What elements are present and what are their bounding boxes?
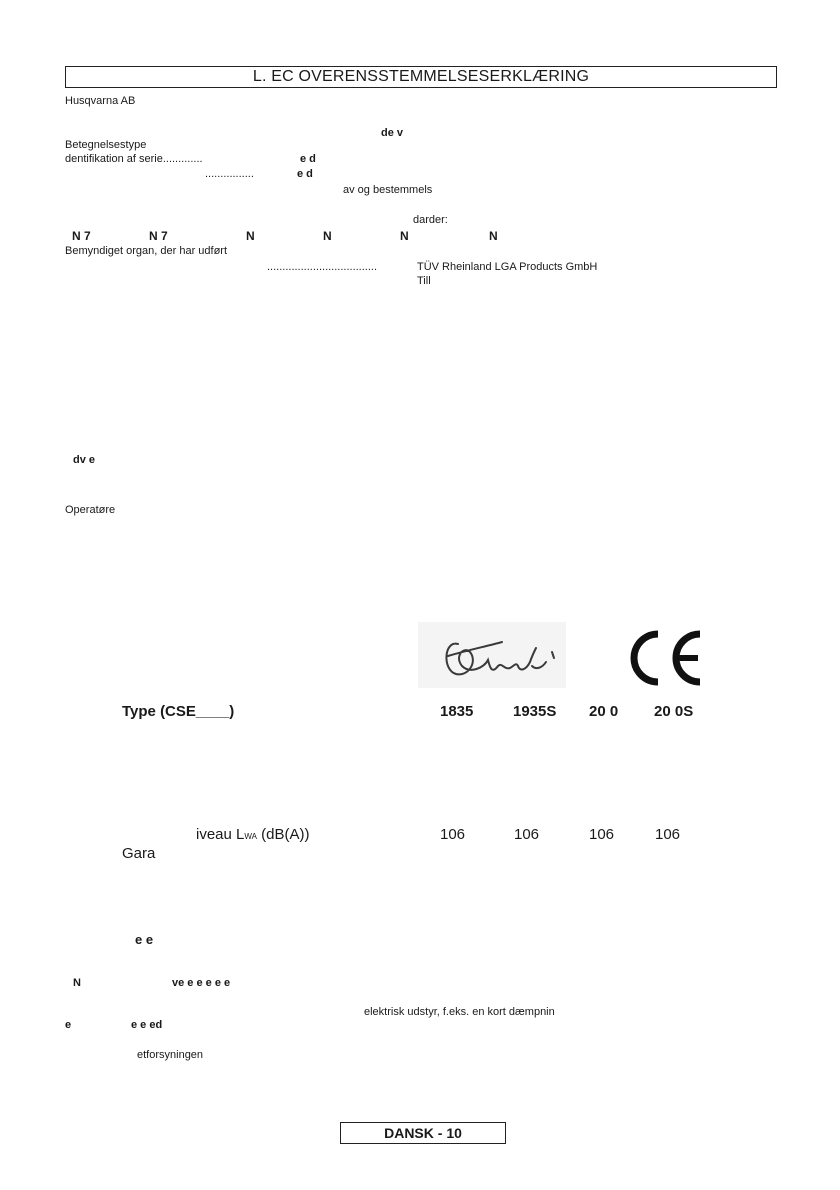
series-identification-label: dentifikation af serie.............	[65, 153, 203, 165]
text-fragment-ed-2: e d	[297, 168, 313, 180]
text-fragment-ed-1: e d	[300, 153, 316, 165]
sound-value-1: 106	[440, 826, 466, 843]
designation-type-label: Betegnelsestype	[65, 139, 147, 151]
text-fragment-eeed: e e ed	[131, 1019, 163, 1031]
text-fragment-e-e: e e	[135, 932, 154, 947]
text-fragment-dv-e: dv e	[73, 454, 96, 466]
model-20-0: 20 0	[589, 703, 619, 720]
text-fragment-e: e	[65, 1019, 72, 1031]
text-fragment-dev: de v	[381, 127, 404, 139]
dotted-leader: ................	[205, 168, 254, 180]
standard-item-2: N 7	[149, 229, 168, 243]
type-label: Type (CSE____)	[122, 703, 235, 720]
signature-image	[418, 622, 566, 688]
model-1935s: 1935S	[513, 703, 557, 720]
declaration-title: L. EC OVERENSSTEMMELSESERKLÆRING	[65, 66, 777, 88]
ce-mark-icon	[624, 628, 706, 688]
notified-body-line2: Till	[417, 275, 431, 287]
notified-body-label: Bemyndiget organ, der har udført	[65, 245, 228, 257]
page-footer: DANSK - 10	[340, 1122, 506, 1144]
guaranteed-label: Gara	[122, 845, 156, 862]
type-row	[0, 703, 840, 723]
electrical-equipment-text: elektrisk udstyr, f.eks. en kort dæmpnin	[364, 1006, 555, 1018]
standard-item-3: N	[246, 229, 255, 243]
standard-item-4: N	[323, 229, 332, 243]
standards-label: darder:	[413, 214, 448, 226]
text-fragment-veee: ve e e e e e	[172, 977, 231, 989]
notified-body-dots: ....................................	[267, 261, 378, 273]
standard-item-6: N	[489, 229, 498, 243]
notified-body-name: TÜV Rheinland LGA Products GmbH	[417, 261, 598, 273]
provisions-fragment: av og bestemmels	[343, 184, 433, 196]
model-1835: 1835	[440, 703, 474, 720]
model-20-0s: 20 0S	[654, 703, 694, 720]
sound-value-2: 106	[514, 826, 540, 843]
sound-level-row	[0, 826, 840, 846]
company-name: Husqvarna AB	[65, 95, 136, 107]
sound-value-3: 106	[589, 826, 615, 843]
operators-label: Operatøre	[65, 504, 116, 516]
standard-item-5: N	[400, 229, 409, 243]
sound-value-4: 106	[655, 826, 681, 843]
guaranteed-row	[0, 845, 840, 865]
sound-level-label: iveau LWA (dB(A))	[196, 826, 310, 843]
standard-item-1: N 7	[72, 229, 91, 243]
text-fragment-n: N	[73, 977, 81, 989]
mains-supply-text: etforsyningen	[137, 1049, 204, 1061]
